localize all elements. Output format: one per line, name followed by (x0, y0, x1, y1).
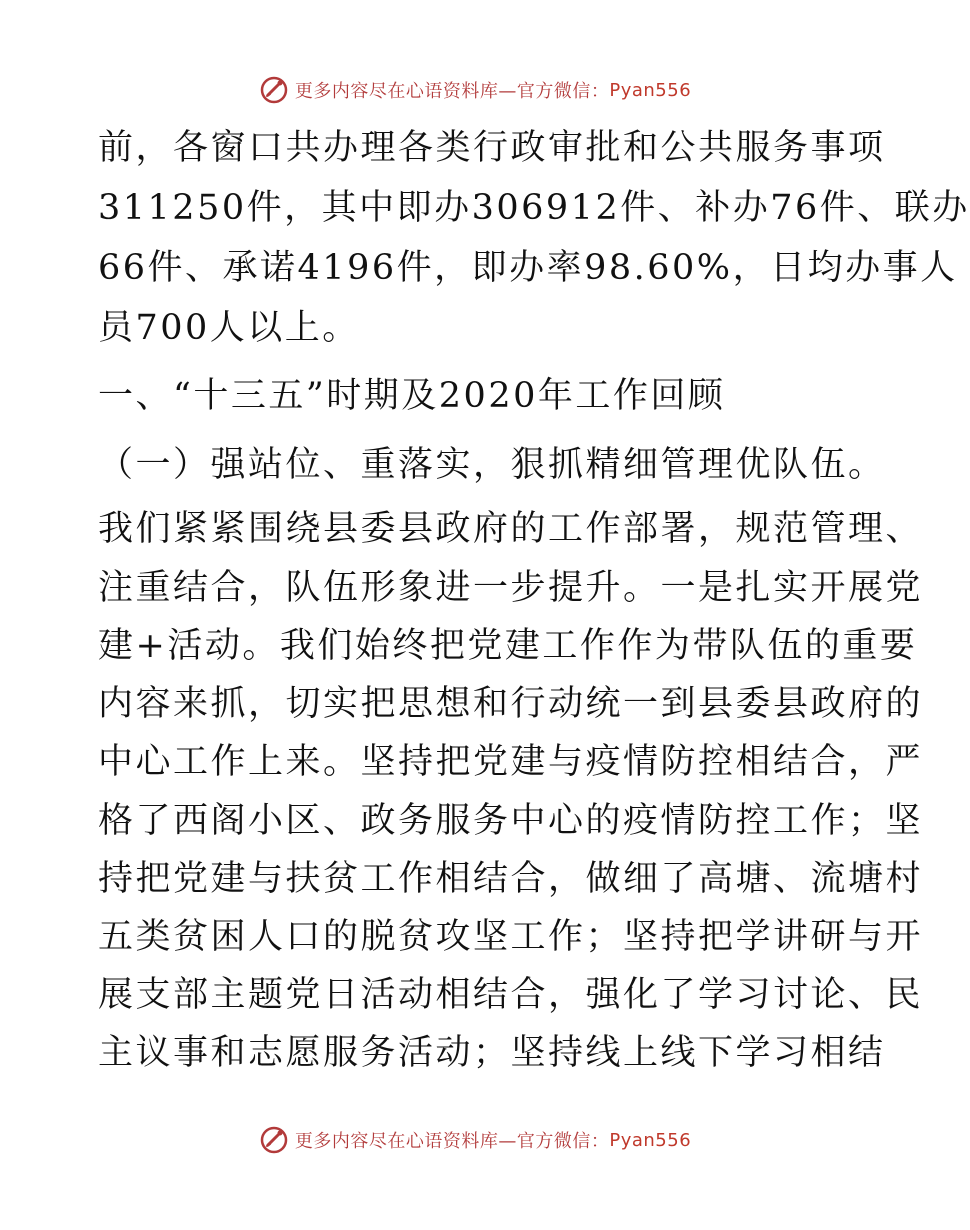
footer-watermark (0, 1120, 950, 1160)
body-line: 建+活动。我们始终把党建工作作为带队伍的重要 (98, 626, 918, 666)
body-line: 主议事和志愿服务活动；坚持线上线下学习相结 (98, 1033, 886, 1073)
body-line: 前，各窗口共办理各类行政审批和公共服务事项 (98, 128, 886, 168)
watermark-id: Pyan556 (609, 79, 692, 101)
body-line: 持把党建与扶贫工作相结合，做细了高塘、流塘村 (98, 859, 924, 899)
body-line: 展支部主题党日活动相结合，强化了学习讨论、民 (98, 975, 924, 1015)
body-line: 注重结合，队伍形象进一步提升。一是扎实开展党 (98, 568, 924, 608)
body-line: 员700人以上。 (98, 308, 360, 348)
section-heading: 一、“十三五”时期及2020年工作回顾 (98, 376, 726, 416)
logo-icon (259, 75, 289, 105)
watermark-text: 更多内容尽在心语资料库—官方微信： (294, 81, 610, 102)
subsection-heading: （一）强站位、重落实，狠抓精细管理优队伍。 (98, 445, 886, 485)
body-line: 内容来抓，切实把思想和行动统一到县委县政府的 (98, 684, 924, 724)
body-line: 中心工作上来。坚持把党建与疫情防控相结合，严 (98, 742, 924, 782)
header-watermark (0, 70, 950, 110)
body-line: 格了西阁小区、政务服务中心的疫情防控工作；坚 (98, 801, 924, 841)
logo-icon (259, 1125, 289, 1155)
body-line: 五类贫困人口的脱贫攻坚工作；坚持把学讲研与开 (98, 917, 924, 957)
watermark-text: 更多内容尽在心语资料库—官方微信： (294, 1131, 610, 1152)
body-line: 66件、承诺4196件，即办率98.60%，日均办事人 (98, 248, 958, 288)
body-line: 我们紧紧围绕县委县政府的工作部署，规范管理、 (98, 509, 924, 549)
body-line: 311250件，其中即办306912件、补办76件、联办 (98, 188, 970, 228)
watermark-id: Pyan556 (609, 1129, 692, 1151)
